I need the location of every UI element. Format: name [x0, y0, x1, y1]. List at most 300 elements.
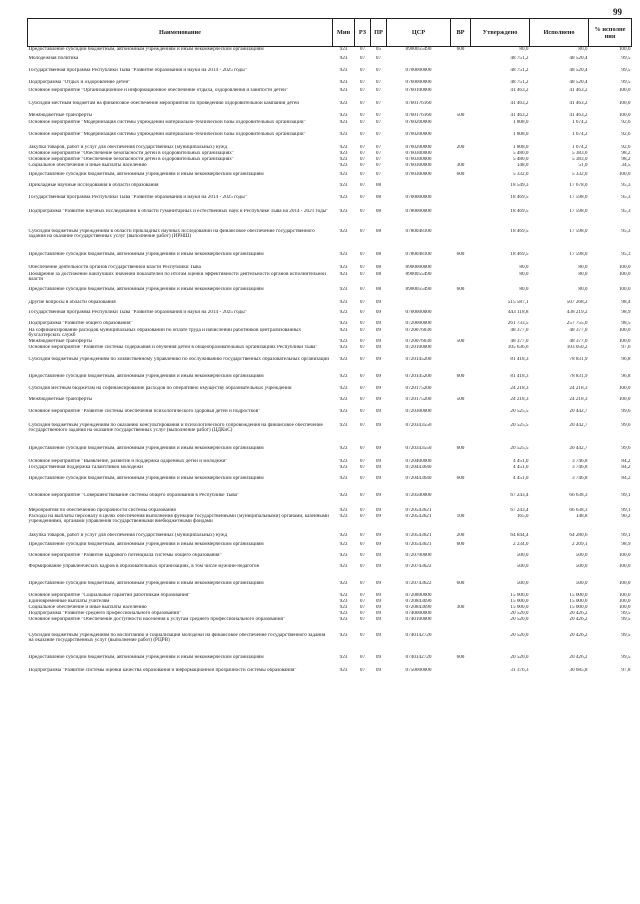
row-name: Государственная программа Республики Тыва "Развитие образования и науки на 2014 - 2025 годы" [28, 67, 247, 73]
row-executed: 257 755,0 [566, 320, 588, 326]
table-row [28, 56, 632, 68]
row-min: 923 [339, 46, 348, 52]
row-vr [451, 300, 471, 310]
row-executed: 78 831,9 [569, 356, 588, 362]
table-row [28, 252, 632, 265]
row-name: Закупка товаров, работ и услуг для обеспечения государственных (муниципальных) нужд [28, 532, 228, 538]
row-rz: 07 [359, 171, 366, 177]
row-percent: 84,2 [621, 464, 631, 470]
row-percent: 98,9 [621, 309, 631, 315]
row-vr [451, 272, 471, 287]
row-vr [451, 68, 471, 80]
row-executed: 500,0 [575, 580, 588, 586]
table-row [28, 581, 632, 593]
row-percent: 95,3 [621, 208, 631, 214]
row-name: Субсидии местным бюджетам на финансовое обеспечение мероприятий по проведению оздоровительной кампании детей [28, 100, 300, 106]
row-pr: 08 [375, 182, 382, 188]
row-pr: 07 [375, 144, 382, 150]
row-executed: 20 442,7 [569, 445, 588, 451]
row-name: Подпрограмма "Развитие среднего профессионального образования" [28, 610, 181, 616]
row-percent: 99,5 [621, 616, 631, 622]
row-vr [451, 209, 471, 229]
row-executed: 148,8 [575, 513, 588, 519]
row-pr: 09 [375, 327, 382, 333]
row-name: Социальное обеспечение и иные выплаты населению [28, 604, 147, 610]
row-vr: 600 [456, 445, 465, 451]
row-pr: 09 [375, 299, 382, 305]
table-row [28, 88, 632, 101]
row-executed: 80,0 [578, 271, 588, 277]
row-vr [451, 80, 471, 88]
row-percent: 98,2 [621, 156, 631, 162]
row-name: Расходы на выплаты персоналу в целях обеспечения выполнения функций государственными (муниципальными) органами, казенными учреждениями, органами управления государственными внебюджетными фондами [28, 513, 329, 525]
row-rz: 07 [359, 464, 366, 470]
row-min: 923 [339, 385, 348, 391]
row-csr: 0720343550 [405, 445, 432, 451]
row-name: Закупка товаров, работ и услуг для обеспечения государственных (муниципальных) нужд [28, 144, 228, 150]
row-name: Основное мероприятие "Развитие кадрового потенциала системы общего образования" [28, 552, 222, 558]
row-min: 923 [339, 541, 348, 547]
row-approved: 80,0 [519, 271, 529, 277]
table-row [28, 163, 632, 172]
row-percent: 98,5 [621, 320, 631, 326]
row-percent: 100,0 [618, 604, 631, 610]
row-approved: 48 751,2 [510, 55, 529, 61]
row-name: Государственная программа Республики Тыва "Развитие образования и науки на 2014 - 2025 годы" [28, 309, 247, 315]
table-row [28, 195, 632, 209]
row-executed: 17 598,0 [569, 194, 588, 200]
row-percent: 34,5 [621, 162, 631, 168]
row-approved: 105 636,6 [507, 344, 529, 350]
row-percent: 99,6 [621, 408, 631, 414]
table-row [28, 209, 632, 229]
row-rz: 07 [359, 46, 366, 52]
row-rz: 07 [359, 552, 366, 558]
row-csr: 0720175200 [405, 385, 432, 391]
row-csr: 0720076030 [405, 338, 432, 344]
row-approved: 5 480,0 [512, 156, 529, 162]
row-approved: 4 451,0 [512, 464, 529, 470]
row-vr: 600 [456, 286, 465, 292]
row-executed: 1 674,2 [571, 131, 588, 137]
row-rz: 07 [359, 592, 366, 598]
row-approved: 20 520,0 [510, 610, 529, 616]
row-executed: 78 831,9 [569, 373, 588, 379]
row-min: 923 [339, 112, 348, 118]
row-name: Основное мероприятие "Развитие системы обеспечения психологического здоровья детей и подростков" [28, 408, 261, 414]
row-rz: 07 [359, 422, 366, 428]
row-pr: 07 [375, 100, 382, 106]
row-percent: 99,6 [621, 422, 631, 428]
row-min: 923 [339, 79, 348, 85]
row-rz: 07 [359, 309, 366, 315]
table-row [28, 357, 632, 374]
table-row [28, 617, 632, 633]
row-pr: 09 [375, 445, 382, 451]
row-executed: 438 219,2 [566, 309, 588, 315]
row-pr: 09 [375, 408, 382, 414]
row-rz: 07 [359, 162, 366, 168]
row-name: Подпрограмма "Развитие системы оценки качества образования и информационной прозрачности системы образования" [28, 667, 297, 673]
row-rz: 07 [359, 55, 366, 61]
row-min: 923 [339, 475, 348, 481]
row-vr [451, 328, 471, 339]
row-csr [387, 183, 451, 195]
row-pr: 09 [375, 338, 382, 344]
table-row [28, 533, 632, 542]
row-rz: 07 [359, 610, 366, 616]
row-pr: 07 [375, 112, 382, 118]
row-csr: 0740000000 [405, 610, 432, 616]
row-approved: 261 733,5 [507, 320, 529, 326]
col-header-executed: Исполнено [530, 19, 589, 47]
row-percent: 99,5 [621, 55, 631, 61]
col-header-vr: ВР [451, 19, 471, 47]
row-min: 923 [339, 251, 348, 257]
row-pr: 08 [375, 264, 382, 270]
row-min: 923 [339, 55, 348, 61]
row-name: Основное мероприятие "Обеспечение безопасности детей в оздоровительных организациях" [28, 156, 234, 162]
row-executed: 1 674,2 [571, 144, 588, 150]
row-executed: 80,0 [578, 46, 588, 52]
row-vr: 600 [456, 475, 465, 481]
row-name: Основное мероприятие "Совершенствование системы общего образования в Республике Тыва" [28, 492, 240, 498]
row-vr: 600 [456, 654, 465, 660]
row-rz: 07 [359, 532, 366, 538]
row-vr: 100 [456, 513, 465, 519]
row-csr: 8900000000 [405, 264, 432, 270]
col-header-csr: ЦСР [387, 19, 451, 47]
col-header-pr: ПР [371, 19, 387, 47]
row-approved: 1 808,0 [512, 144, 529, 150]
row-vr [451, 321, 471, 328]
row-name: Поощрение за достижение наилучших значений показателей по итогам оценки эффективности деятельности органов исполнительной власти [28, 271, 326, 283]
row-percent: 100,0 [618, 385, 631, 391]
row-min: 923 [339, 144, 348, 150]
row-vr: 600 [456, 171, 465, 177]
table-row [28, 668, 632, 682]
table-row [28, 374, 632, 386]
row-pr: 09 [375, 385, 382, 391]
row-percent: 95,3 [621, 251, 631, 257]
row-rz: 07 [359, 654, 366, 660]
row-vr: 500 [456, 396, 465, 402]
row-pr: 07 [375, 119, 382, 125]
row-executed: 20 426,2 [569, 616, 588, 622]
row-approved: 81 418,3 [510, 373, 529, 379]
row-executed: 66 638,3 [569, 507, 588, 513]
row-csr: 0720700000 [405, 552, 432, 558]
row-pr: 07 [375, 171, 382, 177]
row-approved: 64 844,4 [510, 532, 529, 538]
row-name: Предоставление субсидий бюджетным, автономным учреждениям и иным некоммерческим организациям [28, 171, 264, 177]
row-vr: 600 [456, 251, 465, 257]
row-percent: 100,0 [618, 327, 631, 333]
row-approved: 20 525,5 [510, 445, 529, 451]
row-min: 923 [339, 563, 348, 569]
row-rz: 07 [359, 320, 366, 326]
row-name: Предоставление субсидий бюджетным, автономным учреждениям и иным некоммерческим организациям [28, 445, 264, 451]
row-rz: 07 [359, 194, 366, 200]
row-csr: 0760200000 [405, 131, 432, 137]
row-vr [451, 465, 471, 476]
row-min: 923 [339, 373, 348, 379]
row-name: Молодежная политика [28, 55, 79, 61]
row-approved: 15 000,0 [510, 598, 529, 604]
row-min: 923 [339, 598, 348, 604]
row-min: 923 [339, 156, 348, 162]
table-row [28, 132, 632, 145]
row-name: Субсидии бюджетным учреждениям по воспитанию и социализации молодежи на финансовое обеспечение государственного задания на оказание государственных услуг (выполнение работ) (РЦРВ) [28, 632, 326, 644]
row-vr [451, 633, 471, 655]
row-vr: 600 [456, 373, 465, 379]
row-percent: 99,5 [621, 610, 631, 616]
row-vr [451, 265, 471, 272]
row-pr: 09 [375, 507, 382, 513]
col-header-rz: РЗ [355, 19, 371, 47]
row-approved: 48 751,2 [510, 67, 529, 73]
row-pr: 07 [375, 87, 382, 93]
row-csr: 0720175200 [405, 396, 432, 402]
row-approved: 18 469,5 [510, 208, 529, 214]
row-rz: 07 [359, 208, 366, 214]
row-percent: 100,0 [618, 592, 631, 598]
row-rz: 07 [359, 131, 366, 137]
row-pr: 09 [375, 552, 382, 558]
row-vr: 300 [456, 604, 465, 610]
row-min: 923 [339, 162, 348, 168]
row-executed: 30 685,8 [569, 667, 588, 673]
row-rz: 07 [359, 100, 366, 106]
row-pr: 09 [375, 654, 382, 660]
row-percent: 99,5 [621, 654, 631, 660]
row-rz: 07 [359, 327, 366, 333]
row-min: 923 [339, 320, 348, 326]
table-row [28, 47, 632, 56]
row-approved: 48 377,0 [510, 338, 529, 344]
row-csr: 0740142720 [405, 632, 432, 638]
row-pr: 09 [375, 532, 382, 538]
row-percent: 92,6 [621, 144, 631, 150]
row-executed: 15 000,0 [569, 598, 588, 604]
row-rz: 07 [359, 156, 366, 162]
budget-table-container [27, 18, 631, 682]
row-approved: 18 469,5 [510, 228, 529, 234]
row-name: Государственная поддержка талантливой молодежи [28, 464, 143, 470]
row-executed: 51,0 [578, 162, 588, 168]
row-pr: 09 [375, 475, 382, 481]
row-percent: 97,8 [621, 667, 631, 673]
row-rz: 07 [359, 604, 366, 610]
table-row [28, 564, 632, 581]
row-min: 923 [339, 492, 348, 498]
col-header-approved: Утверждено [471, 19, 530, 47]
row-csr: 0720443640 [405, 464, 432, 470]
row-approved: 1 808,0 [512, 131, 529, 137]
row-pr: 08 [375, 286, 382, 292]
row-pr: 09 [375, 309, 382, 315]
row-rz: 07 [359, 87, 366, 93]
row-name: Предоставление субсидий бюджетным, автономным учреждениям и иным некоммерческим организациям [28, 654, 264, 660]
row-executed: 2 209,1 [571, 541, 588, 547]
row-approved: 24 218,3 [510, 385, 529, 391]
row-min: 923 [339, 667, 348, 673]
row-csr: 0720145200 [405, 373, 432, 379]
row-executed: 48 377,0 [569, 327, 588, 333]
row-csr: 0700000000 [405, 67, 432, 73]
row-pr: 09 [375, 344, 382, 350]
table-row [28, 409, 632, 423]
row-name: Предоставление субсидий бюджетным, автономным учреждениям и иным некоммерческим организациям [28, 251, 264, 257]
row-approved: 80,0 [519, 264, 529, 270]
row-percent: 100,0 [618, 580, 631, 586]
row-percent: 92,6 [621, 131, 631, 137]
row-min: 923 [339, 150, 348, 156]
row-approved: 41 463,2 [510, 87, 529, 93]
row-percent: 100,0 [618, 46, 631, 52]
row-vr [451, 56, 471, 68]
row-approved: 80,0 [519, 46, 529, 52]
row-vr: 600 [456, 580, 465, 586]
row-percent: 100,0 [618, 552, 631, 558]
row-min: 923 [339, 87, 348, 93]
row-executed: 3 746,8 [571, 458, 588, 464]
row-percent: 100,0 [618, 264, 631, 270]
row-executed: 20 442,7 [569, 408, 588, 414]
table-row [28, 328, 632, 339]
row-pr: 07 [375, 162, 382, 168]
row-min: 923 [339, 131, 348, 137]
row-name: Основное мероприятие "Обеспечение безопасности детей в оздоровительных организациях" [28, 150, 234, 156]
row-name: Межбюджетные трансферты [28, 396, 93, 402]
row-pr: 08 [375, 228, 382, 234]
row-percent: 100,0 [618, 338, 631, 344]
row-rz: 07 [359, 507, 366, 513]
row-csr: 0720543621 [405, 513, 432, 519]
row-csr: 0700000000 [405, 194, 432, 200]
row-vr [451, 357, 471, 374]
row-approved: 4 451,0 [512, 475, 529, 481]
row-approved: 67 243,4 [510, 507, 529, 513]
row-name: Основное мероприятие "Модернизация системы учреждений материально-технической базы оздоровительных организаций" [28, 131, 306, 137]
row-rz: 07 [359, 563, 366, 569]
row-csr: 8900055490 [405, 271, 432, 277]
row-vr [451, 229, 471, 252]
row-percent: 95,3 [621, 194, 631, 200]
row-name: На софинансирование расходов муниципальных образований по оплате труда и начислений работников централизованных бухгалтерских служб [28, 327, 302, 339]
row-csr: 0760100000 [405, 87, 432, 93]
row-csr: 0780000000 [405, 208, 432, 214]
row-approved: 515 587,1 [507, 299, 529, 305]
row-min: 923 [339, 532, 348, 538]
row-name: Основное мероприятие "Развитие системы содержания и обучения детей в общеобразовательных организациях Республики Тыва" [28, 344, 318, 350]
row-percent: 99,1 [621, 492, 631, 498]
row-approved: 443 118,8 [507, 309, 529, 315]
row-pr: 09 [375, 610, 382, 616]
row-percent: 99,5 [621, 79, 631, 85]
table-row [28, 655, 632, 668]
row-min: 923 [339, 299, 348, 305]
row-csr: 0720743622 [405, 563, 432, 569]
row-percent: 99,1 [621, 507, 631, 513]
row-vr: 500 [456, 112, 465, 118]
row-vr [451, 132, 471, 145]
row-csr: 0720743622 [405, 580, 432, 586]
row-vr [451, 101, 471, 113]
row-csr: 8900055490 [405, 46, 432, 52]
row-csr: 0720543621 [405, 507, 432, 513]
row-rz: 07 [359, 373, 366, 379]
row-min: 923 [339, 580, 348, 586]
row-rz: 07 [359, 182, 366, 188]
row-rz: 07 [359, 445, 366, 451]
row-approved: 67 243,4 [510, 492, 529, 498]
row-percent: 99,5 [621, 67, 631, 73]
row-executed: 41 463,2 [569, 100, 588, 106]
row-executed: 48 520,4 [569, 67, 588, 73]
row-csr: 0720843690 [405, 598, 432, 604]
row-vr: 500 [456, 338, 465, 344]
row-approved: 500,0 [516, 552, 529, 558]
table-row [28, 514, 632, 533]
row-vr: 200 [456, 532, 465, 538]
row-name: Предоставление субсидий бюджетным, автономным учреждениям и иным некоммерческим организациям [28, 580, 264, 586]
row-csr: 0760200000 [405, 119, 432, 125]
row-min: 923 [339, 654, 348, 660]
row-name: Прикладные научные исследования в области образования [28, 182, 159, 188]
row-executed: 24 218,3 [569, 396, 588, 402]
row-rz: 07 [359, 67, 366, 73]
row-percent: 100,0 [618, 598, 631, 604]
row-min: 923 [339, 309, 348, 315]
row-csr: 0720543621 [405, 532, 432, 538]
row-percent: 84,2 [621, 458, 631, 464]
row-approved: 5 480,0 [512, 150, 529, 156]
row-rz: 07 [359, 251, 366, 257]
row-min: 923 [339, 194, 348, 200]
row-pr: 07 [375, 67, 382, 73]
row-percent: 98,4 [621, 299, 631, 305]
row-name: Социальное обеспечение и иные выплаты населению [28, 162, 147, 168]
row-min: 923 [339, 338, 348, 344]
row-csr: 0720543621 [405, 541, 432, 547]
table-row [28, 310, 632, 321]
row-name: Основное мероприятие "Выявление, развитие и поддержка одаренных детей и молодежи" [28, 458, 228, 464]
row-min: 923 [339, 507, 348, 513]
row-pr: 09 [375, 373, 382, 379]
row-name: Предоставление субсидий бюджетным, автономным учреждениям и иным некоммерческим организациям [28, 541, 264, 547]
row-csr: 0760300000 [405, 171, 432, 177]
row-pr: 05 [375, 46, 382, 52]
row-approved: 80,0 [519, 286, 529, 292]
row-vr [451, 564, 471, 581]
table-row [28, 345, 632, 357]
row-csr: 0760300000 [405, 162, 432, 168]
row-executed: 64 280,6 [569, 532, 588, 538]
row-executed: 48 520,4 [569, 55, 588, 61]
row-executed: 500,0 [575, 563, 588, 569]
row-min: 923 [339, 344, 348, 350]
row-approved: 48 751,2 [510, 79, 529, 85]
table-row [28, 465, 632, 476]
table-row [28, 229, 632, 252]
row-rz: 07 [359, 616, 366, 622]
row-percent: 100,0 [618, 271, 631, 277]
row-executed: 15 000,0 [569, 592, 588, 598]
table-row [28, 553, 632, 564]
row-min: 923 [339, 408, 348, 414]
row-min: 923 [339, 592, 348, 598]
